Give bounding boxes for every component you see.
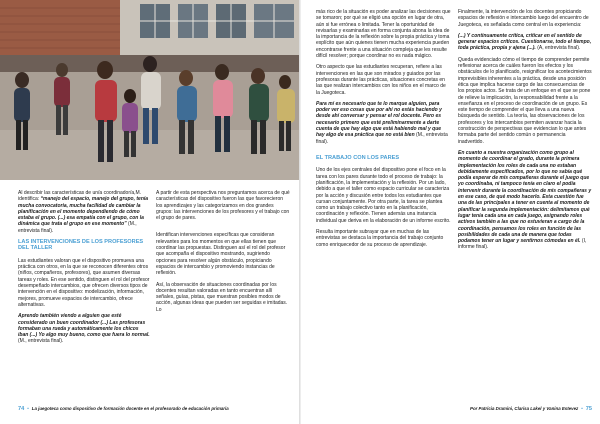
page-number: 74 <box>18 406 25 412</box>
quote: Aprendo también viendo a alguien que esté considerado un buen coordinador (...) Las profesoras formaban una rueda y automáticamente los chicos iban (...) Yo algo muy bueno, como que fuera lo normal. <box>18 313 150 339</box>
footer-bullet: • <box>27 406 29 411</box>
paragraph-lead: Al describir las características de un/a coordinador/a,M. identifica: <box>18 190 142 203</box>
paragraph: Otro aspecto que las estudiantes recuperan, refiere a las intervenciones en las que son mirados y guiados por las profesoras durante las prácticas, situaciones concretas en las que realizan intercambios con los niños en el marco de la Juegoteca. <box>316 64 446 96</box>
paragraph: Así, la observación de situaciones coordinadas por los docentes resultan valoradas en tanto encuentran allí señales, guías, pistas, que muestran posibles modos de acción, algunas ideas que pueden ser seguidas e imitadas. Lo <box>156 281 288 313</box>
left-page-column-2 <box>156 190 290 405</box>
right-page-column-2 <box>458 9 592 405</box>
section-heading: LAS INTERVENCIONES DE LOS PROFESORES DEL TALLER <box>18 239 144 252</box>
right-page-column-1 <box>316 9 451 405</box>
page-gutter <box>299 0 301 424</box>
section-heading: EL TRABAJO CON LOS PARES <box>316 154 400 161</box>
citation: (I, informe final). <box>458 238 587 251</box>
left-page-footer <box>18 404 298 414</box>
citation: (A, entrevista final). <box>535 45 581 52</box>
paragraph <box>458 33 592 52</box>
paragraph <box>316 101 451 145</box>
right-page-footer <box>316 404 592 414</box>
paragraph: Queda evidenciado cómo el tiempo de comprender permite reflexionar acerca de cuáles fueron los efectos y los obstáculos de lo planificado, resignificar los acontecimientos imprevisibles inherentes a la práctica, desde una posición ética que implica hacerse cargo de las consecuencias de los propios actos. Se trata de un enfoque en el que se pone de relieve la implicación, la responsabilidad frente a la enseñanza en el proceso de coordinación de un grupo. Es este tiempo de comprender el que lleva a una nueva búsqueda de sentido. La teoría, las observaciones de los profesores y los intercambios permiten avanzar hacia la construcción de perspectivas que evidencian lo que antes formaba parte del sentido común o permanencia inadvertido. <box>458 56 592 145</box>
schoolyard-photo <box>0 0 299 180</box>
running-title: La juegoteca como dispositivo de formación docente en el profesorado de educación primaria <box>31 406 229 411</box>
paragraph: Resulta importante subrayar que en muchas de las entrevistas se destaca la importancia del trabajo conjunto como enriquecedor de su proceso de aprendizaje. <box>316 229 444 248</box>
paragraph: A partir de esta perspectiva nos preguntamos acerca de qué características del dispositivo fueron las que favorecieron los aprendizajes y las categorizamos en dos grandes grupos: las intervenciones de los profesores y el trabajo con el grupo de pares. <box>156 190 290 222</box>
quote: (...) Y continuamente critica, criticar en el sentido de generar espacios críticos. Cuestionarse, todo el tiempo, toda práctica, propia y ajena (...). <box>458 32 592 52</box>
paragraph <box>458 150 592 251</box>
paragraph <box>18 313 150 344</box>
paragraph: Las estudiantes valoran que el dispositivo promueva una práctica con otros, en la que se reconocen diferentes otros (niños, compañeros, profesores), que asumen diversas tareas y roles. En ese sentido, distinguen el rol del profesor desempeñado intercambios, que ofrecen diversos tipos de intervención en el dispositivo: modelización, información, mejores, promueve espacios de intercambio, ofrece alternativas. <box>18 257 150 308</box>
citation: (M., entrevista final). <box>316 132 448 145</box>
quote: Para mí es necesario que te lo marque alguien, para poder ver eso cosas que por ahí no estás haciendo y desde ahí conversar y pensar el rol docente. Pero es necesario primero que esté preliminarmente a darte cuenta de que hay algo que está habiendo mal y que hay algo de esa práctica que no está bien <box>316 100 442 139</box>
citation: (M., entrevista final). <box>18 338 64 345</box>
paragraph: Identifican intervenciones específicas que consideran relevantes para los momentos en que ellas tienen que coordinar las propuestas. Distinguen así el rol del profesor que acompaña el dispositivo mostrando, sugiriendo opciones para resolver algún obstáculo, propiciando espacios de intercambio y promoviendo instancias de reflexión. <box>156 232 286 277</box>
paragraph: Uno de los ejes centrales del dispositivo pone el foco en la tarea con los pares durante todo el proceso de trabajo: la planificación, la implementación y la reflexión. Por un lado, debido a que el taller como espacio curricular se caracteriza por la acción y discusión entre todos los estudiantes que cursan conjuntamente. Por otra parte, la tarea se plantea como un trabajo colectivo tanto en la planificación, coordinación y reflexión. Tienen además una instancia individual que deriva en la elaboración de un informe escrito. <box>316 167 451 224</box>
running-authors: Por Patricia Dramini, Clarisa Lakel y Vanina Estevez <box>470 406 579 411</box>
paragraph: más rico de la situación es poder analizar las decisiones que se tomaron; por qué se eligió una opción en lugar de otra, aún si fue errónea o limitada. Tener la oportunidad de revisarlas y examinarlas en forma conjunta abona la idea de la importancia de la reflexión sobre la propia práctica y toma explícito que aún quienes tienen mucha experiencia pueden encontrarse frente a una situación compleja que les resulte difícil resolver; porque coordinar no es nada mágico. <box>316 9 451 60</box>
footer-bullet: • <box>581 406 583 411</box>
quote: “manejo del espacio, manejo del grupo, tenía mucha convocatoria, mucha facilidad de cambiar la planificación en el momento dependiendo de cómo estaba el grupo. (...) esa empatía con el grupo, con la dinámica que trata el grupo en ese momento” <box>18 196 149 228</box>
left-page-column-1 <box>18 190 150 405</box>
schoolyard-photo-image <box>0 0 299 180</box>
page-number: 75 <box>585 406 592 412</box>
citation: (M., entrevista final). <box>18 221 137 234</box>
paragraph <box>18 190 150 234</box>
quote: En cuanto a nuestra organización como grupo al momento de coordinar el grado, durante la primera implementación los roles de cada una no estaban debidamente especificados, por lo que no sabía qué podía esperar de mis compañeras durante el juego que yo coordinaba, ni tampoco tenía en claro el podía intervenir durante la coordinación de mis compañeras y en ese caso, de qué modo hacerlo. Esta cuestión fue una de las principales a tener en cuenta al momento de planificar la segunda implementación: delimitamos qué lugar tenía cada una en cada juego, asignando roles activos también a las que no estuvieran a cargo de la coordinación, pensamos los roles en función de las posibilidades de cada una de manera que todas podamos tener un lugar y sentirnos cómodas en él. <box>458 149 592 245</box>
paragraph: Finalmente, la intervención de los docentes propiciando espacios de reflexión e intercambio luego del encuentro de Juegoteca, es señalada como central en la experiencia: <box>458 9 589 28</box>
